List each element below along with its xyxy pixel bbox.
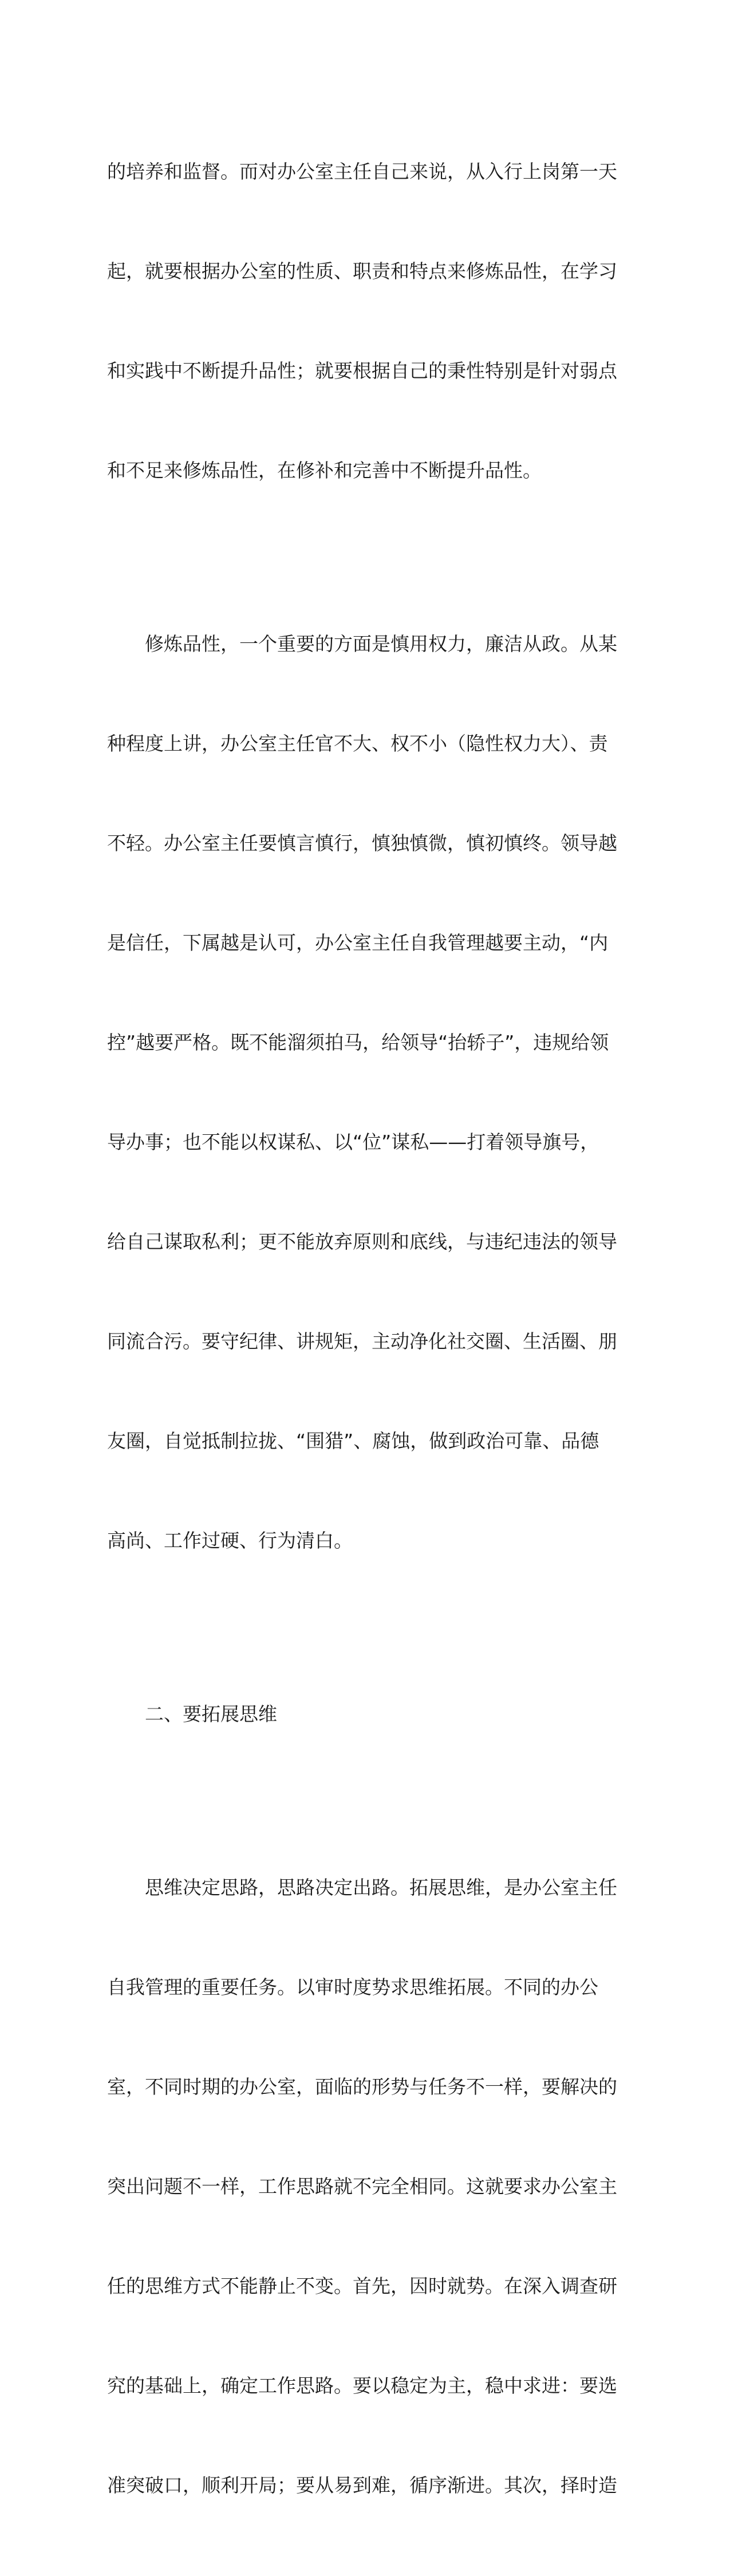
text-line: 的培养和监督。而对办公室主任自己来说，从入行上岗第一天 — [107, 160, 617, 183]
text-line: 起，就要根据办公室的性质、职责和特点来修炼品性，在学习 — [107, 260, 617, 282]
text-line: 思维决定思路，思路决定出路。拓展思维，是办公室主任 — [107, 1876, 617, 1899]
text-line: 高尚、工作过硬、行为清白。 — [107, 1529, 353, 1552]
text-line: 不轻。办公室主任要慎言慎行，慎独慎微，慎初慎终。领导越 — [107, 832, 617, 854]
text-line: 导办事；也不能以权谋私、以“位”谋私——打着领导旗号， — [107, 1131, 599, 1153]
text-line: 准突破口，顺利开局；要从易到难，循序渐进。其次，择时造 — [107, 2474, 617, 2496]
heading-line: 二、要拓展思维 — [107, 1703, 277, 1725]
text-line: 究的基础上，确定工作思路。要以稳定为主，稳中求进：要选 — [107, 2374, 617, 2397]
text-line: 室，不同时期的办公室，面临的形势与任务不一样，要解决的 — [107, 2076, 617, 2098]
text-line: 和不足来修炼品性，在修补和完善中不断提升品性。 — [107, 459, 542, 482]
text-line: 控”越要严格。既不能溜须拍马，给领导“抬轿子”，违规给领 — [107, 1031, 609, 1054]
section-heading — [107, 1631, 622, 1797]
text-line: 同流合污。要守纪律、讲规矩，主动净化社交圈、生活圈、朋 — [107, 1330, 617, 1352]
text-line: 和实践中不断提升品性；就要根据自己的秉性特别是针对弱点 — [107, 360, 617, 382]
paragraph-3 — [107, 1805, 622, 2569]
text-line: 友圈，自觉抵制拉拢、“围猎”、腐蚀，做到政治可靠、品德 — [107, 1430, 599, 1452]
text-line: 是信任，下属越是认可，办公室主任自我管理越要主动，“内 — [107, 932, 609, 954]
text-line: 种程度上讲，办公室主任官不大、权不小（隐性权力大）、责 — [107, 732, 608, 755]
text-line: 突出问题不一样，工作思路就不完全相同。这就要求办公室主 — [107, 2175, 617, 2198]
text-line: 任的思维方式不能静止不变。首先，因时就势。在深入调查研 — [107, 2275, 617, 2297]
text-line: 给自己谋取私利；更不能放弃原则和底线，与违纪违法的领导 — [107, 1230, 617, 1253]
text-line: 自我管理的重要任务。以审时度势求思维拓展。不同的办公 — [107, 1976, 598, 1998]
paragraph-1 — [107, 89, 622, 554]
document-body — [107, 89, 622, 2576]
text-line: 修炼品性，一个重要的方面是慎用权力，廉洁从政。从某 — [107, 633, 617, 655]
paragraph-2 — [107, 561, 622, 1624]
